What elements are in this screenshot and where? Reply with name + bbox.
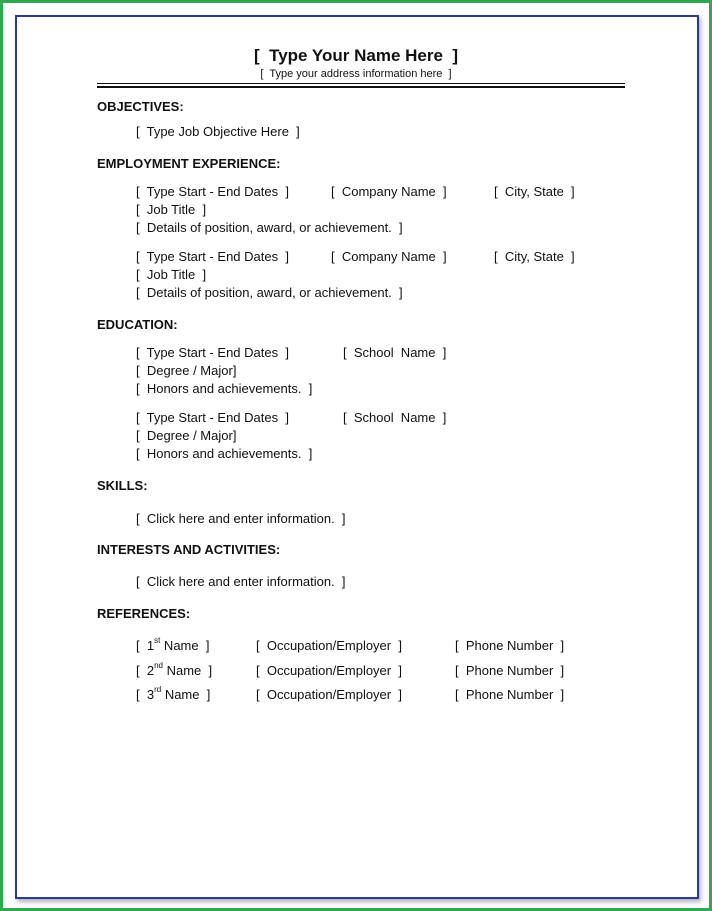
education-honors-2[interactable]: [ Honors and achievements. ] — [136, 446, 313, 461]
employment-title-1[interactable]: [ Job Title ] — [136, 202, 207, 217]
education-honors-1[interactable]: [ Honors and achievements. ] — [136, 381, 313, 396]
reference-ordinal: st — [154, 636, 161, 645]
employment-location-2[interactable]: [ City, State ] — [494, 249, 575, 264]
education-dates-1[interactable]: [ Type Start - End Dates ] — [136, 345, 289, 360]
education-heading: EDUCATION: — [97, 317, 178, 332]
outer-frame — [3, 3, 709, 908]
reference-name-prefix: [ 1 — [136, 638, 155, 653]
references-heading: REFERENCES: — [97, 606, 191, 621]
education-school-1[interactable]: [ School Name ] — [343, 345, 447, 360]
reference-occupation-2[interactable]: [ Occupation/Employer ] — [256, 663, 402, 678]
skills-heading: SKILLS: — [97, 478, 148, 493]
employment-company-2[interactable]: [ Company Name ] — [331, 249, 447, 264]
reference-phone-1[interactable]: [ Phone Number ] — [455, 638, 565, 653]
reference-ordinal: rd — [154, 685, 162, 694]
employment-heading: EMPLOYMENT EXPERIENCE: — [97, 156, 281, 171]
interests-heading: INTERESTS AND ACTIVITIES: — [97, 542, 281, 557]
name-placeholder[interactable]: [ Type Your Name Here ] — [253, 46, 459, 65]
objectives-heading: OBJECTIVES: — [97, 99, 184, 114]
employment-dates-1[interactable]: [ Type Start - End Dates ] — [136, 184, 289, 199]
address-placeholder[interactable]: [ Type your address information here ] — [260, 68, 452, 80]
resume-page — [15, 15, 699, 899]
reference-ordinal: nd — [154, 661, 163, 670]
reference-name-2[interactable] — [136, 663, 212, 678]
header-rule-thin — [97, 83, 625, 84]
employment-dates-2[interactable]: [ Type Start - End Dates ] — [136, 249, 289, 264]
interests-placeholder[interactable]: [ Click here and enter information. ] — [136, 574, 346, 589]
reference-occupation-3[interactable]: [ Occupation/Employer ] — [256, 687, 402, 702]
employment-location-1[interactable]: [ City, State ] — [494, 184, 575, 199]
employment-title-2[interactable]: [ Job Title ] — [136, 267, 207, 282]
education-degree-2[interactable]: [ Degree / Major] — [136, 428, 237, 443]
reference-name-3[interactable] — [136, 687, 210, 702]
reference-name-suffix: Name ] — [160, 638, 210, 653]
header-rule-thick — [97, 86, 625, 88]
reference-name-prefix: [ 2 — [136, 663, 155, 678]
skills-placeholder[interactable]: [ Click here and enter information. ] — [136, 511, 346, 526]
education-degree-1[interactable]: [ Degree / Major] — [136, 363, 237, 378]
education-dates-2[interactable]: [ Type Start - End Dates ] — [136, 410, 289, 425]
reference-name-1[interactable] — [136, 638, 209, 653]
reference-name-suffix: Name ] — [162, 663, 213, 678]
reference-phone-2[interactable]: [ Phone Number ] — [455, 663, 565, 678]
reference-name-prefix: [ 3 — [136, 687, 155, 702]
reference-name-suffix: Name ] — [161, 687, 211, 702]
employment-details-2[interactable]: [ Details of position, award, or achievement. ] — [136, 285, 403, 300]
employment-details-1[interactable]: [ Details of position, award, or achievement. ] — [136, 220, 403, 235]
education-school-2[interactable]: [ School Name ] — [343, 410, 447, 425]
reference-phone-3[interactable]: [ Phone Number ] — [455, 687, 565, 702]
reference-occupation-1[interactable]: [ Occupation/Employer ] — [256, 638, 402, 653]
objective-placeholder[interactable]: [ Type Job Objective Here ] — [136, 124, 300, 139]
employment-company-1[interactable]: [ Company Name ] — [331, 184, 447, 199]
